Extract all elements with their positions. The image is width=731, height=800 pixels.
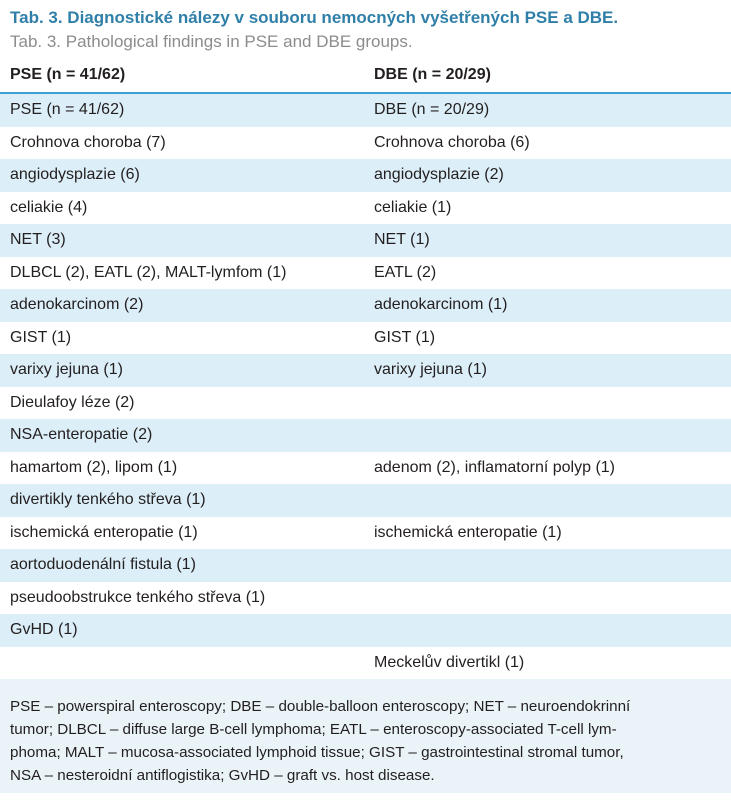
table-row — [0, 484, 731, 517]
cell-pse: angiodysplazie (6) — [10, 166, 140, 183]
cell-pse: pseudoobstrukce tenkého střeva (1) — [10, 588, 266, 606]
table-row — [0, 452, 731, 485]
table-row — [0, 647, 731, 680]
cell-pse: GvHD (1) — [10, 621, 78, 638]
cell-dbe: Crohnova choroba (6) — [374, 133, 530, 151]
cell-dbe: celiakie (1) — [374, 198, 452, 216]
cell-pse: adenokarcinom (2) — [10, 296, 144, 313]
cell-pse: NET (3) — [10, 231, 66, 248]
cell-dbe: DBE (n = 20/29) — [374, 101, 490, 118]
cell-dbe: angiodysplazie (2) — [374, 166, 504, 183]
cell-pse: GIST (1) — [10, 328, 72, 346]
cell-pse: aortoduodenální fistula (1) — [10, 556, 196, 573]
table-row — [0, 257, 731, 290]
cell-dbe: adenokarcinom (1) — [374, 296, 508, 313]
table-row — [0, 614, 731, 647]
cell-pse: varixy jejuna (1) — [10, 361, 123, 378]
cell-dbe: GIST (1) — [374, 328, 436, 346]
table-title-czech: Tab. 3. Diagnostické nálezy v souboru nemocných vyšetřených PSE a DBE. — [10, 8, 619, 27]
table-row — [0, 322, 731, 355]
cell-pse: celiakie (4) — [10, 198, 88, 216]
cell-pse: ischemická enteropatie (1) — [10, 523, 198, 541]
table-row — [0, 387, 731, 420]
table-row — [0, 419, 731, 452]
findings-table — [0, 58, 731, 679]
table-row — [0, 582, 731, 615]
cell-pse: Dieulafoy léze (2) — [10, 393, 135, 411]
cell-pse: DLBCL (2), EATL (2), MALT-lymfom (1) — [10, 263, 287, 281]
table-row — [0, 549, 731, 582]
cell-pse: divertikly tenkého střeva (1) — [10, 491, 206, 508]
cell-pse: Crohnova choroba (7) — [10, 133, 166, 151]
cell-pse: PSE (n = 41/62) — [10, 101, 125, 118]
cell-dbe: NET (1) — [374, 231, 430, 248]
cell-dbe: Meckelův divertikl (1) — [374, 653, 525, 671]
footnote-line: NSA – nesteroidní antiflogistika; GvHD – graft vs. host disease. — [10, 767, 435, 784]
table-row — [0, 289, 731, 322]
cell-dbe: varixy jejuna (1) — [374, 361, 487, 378]
header-dbe: DBE (n = 20/29) — [374, 66, 491, 83]
table-footnote — [0, 679, 731, 793]
table-row — [0, 354, 731, 387]
footnote-line: phoma; MALT – mucosa-associated lymphoid tissue; GIST – gastrointestinal stromal tumor, — [10, 744, 624, 761]
cell-dbe: adenom (2), inflamatorní polyp (1) — [374, 458, 615, 476]
cell-dbe: EATL (2) — [374, 263, 437, 281]
caption — [0, 0, 731, 54]
table-row — [0, 517, 731, 550]
footnote-line: PSE – powerspiral enteroscopy; DBE – double-balloon enteroscopy; NET – neuroendokrinní — [10, 698, 631, 715]
header-pse: PSE (n = 41/62) — [10, 66, 126, 83]
cell-dbe: ischemická enteropatie (1) — [374, 523, 562, 541]
table-row — [0, 94, 731, 127]
table-row — [0, 192, 731, 225]
footnote-line: tumor; DLBCL – diffuse large B-cell lymphoma; EATL – enteroscopy-associated T-cell lym- — [10, 721, 617, 738]
cell-pse: hamartom (2), lipom (1) — [10, 458, 178, 476]
table-row — [0, 224, 731, 257]
table-title-english: Tab. 3. Pathological findings in PSE and DBE groups. — [10, 32, 413, 51]
table-body — [0, 94, 731, 679]
table-header-row — [0, 58, 731, 94]
cell-pse: NSA-enteropatie (2) — [10, 426, 153, 443]
table-row — [0, 159, 731, 192]
table-row — [0, 127, 731, 160]
